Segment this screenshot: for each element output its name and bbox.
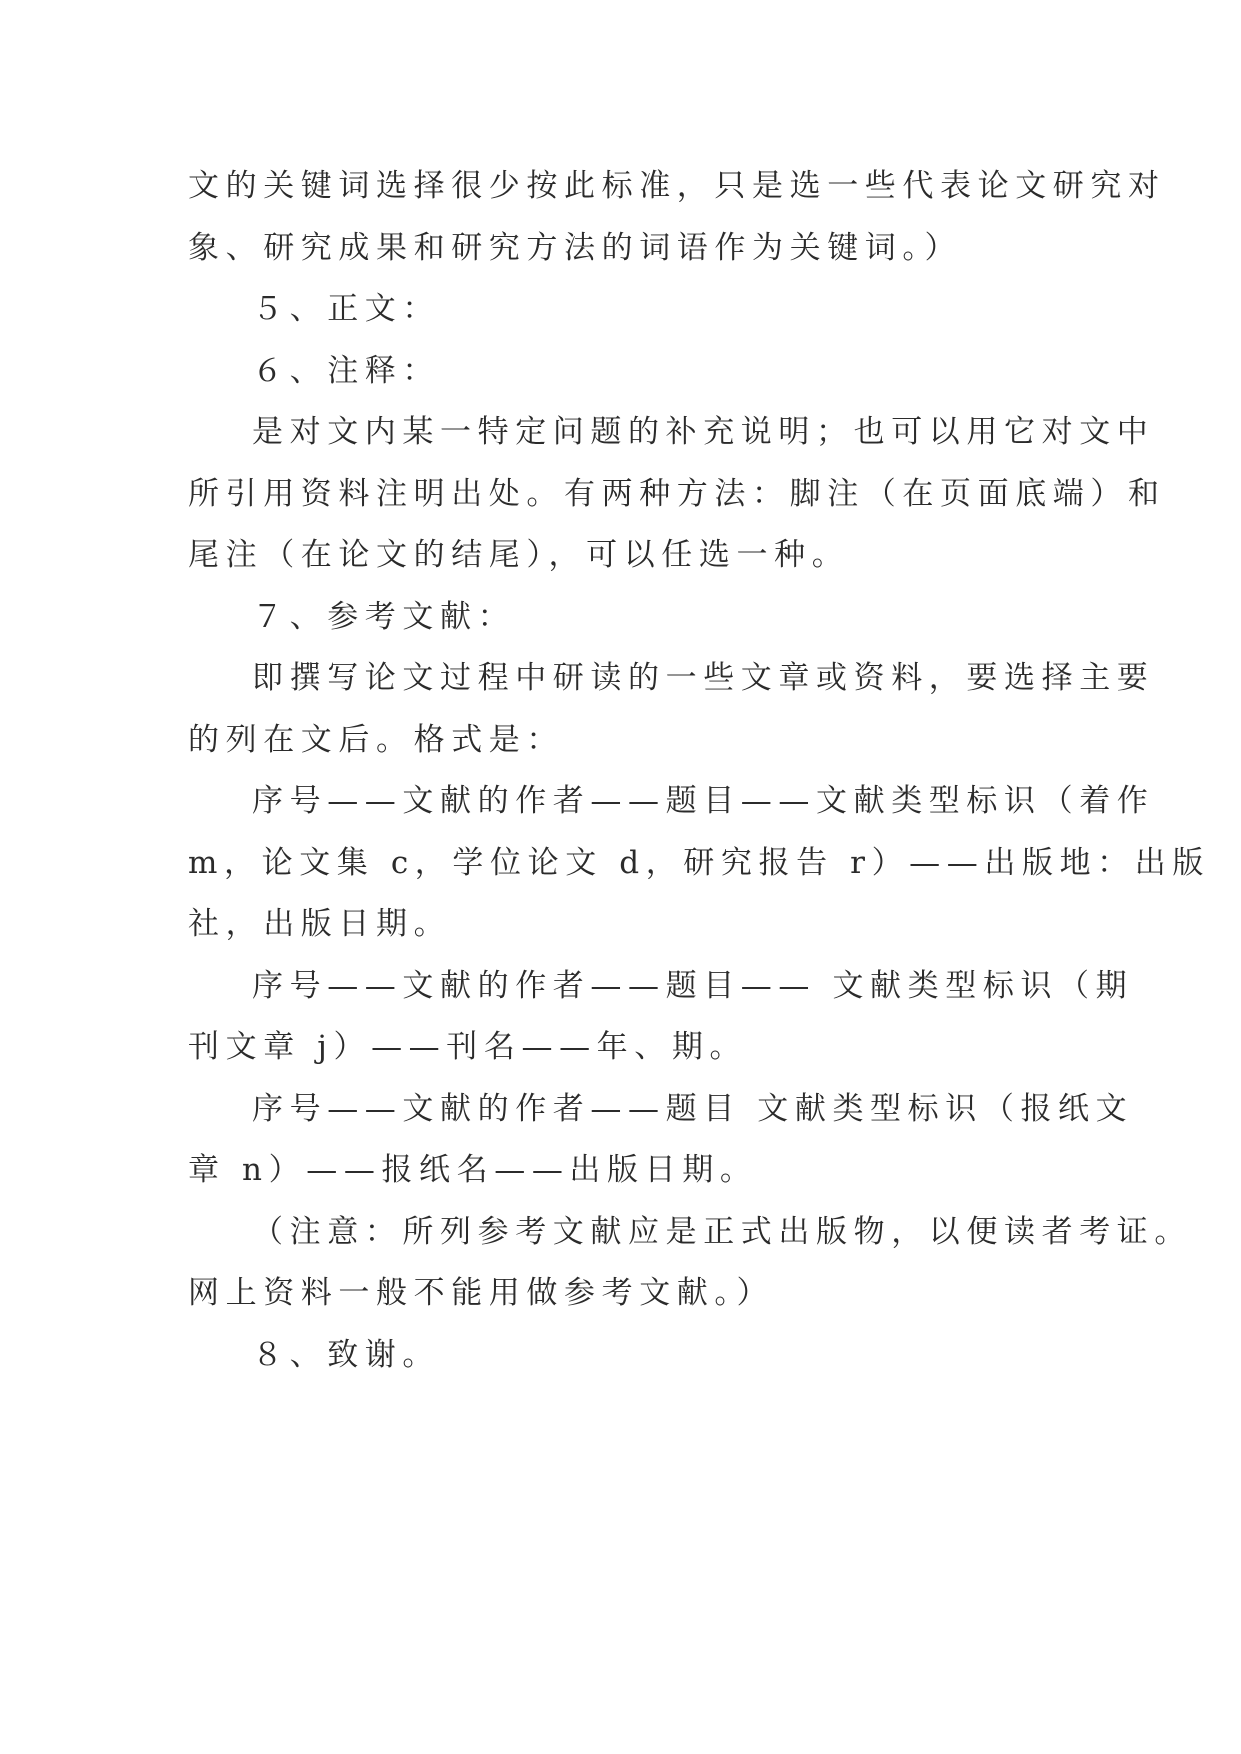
section-heading-notes: ６、注释：	[252, 352, 440, 389]
reference-format-line: 序号——文献的作者——题目——文献类型标识（着作	[252, 783, 1155, 819]
reference-format-line: m，论文集 c，学位论文 d，研究报告 r）——出版地：出版	[188, 844, 1210, 881]
note-line: （注意：所列参考文献应是正式出版物，以便读者考证。	[252, 1213, 1192, 1250]
body-line: 尾注（在论文的结尾），可以任选一种。	[188, 537, 850, 573]
reference-format-line: 序号——文献的作者——题目 文献类型标识（报纸文	[252, 1090, 1134, 1127]
body-line: 的列在文后。格式是：	[188, 721, 564, 758]
reference-format-line: 章 n）——报纸名——出版日期。	[188, 1152, 758, 1188]
body-line: 文的关键词选择很少按此标准，只是选一些代表论文研究对	[188, 168, 1166, 204]
document-body	[188, 156, 1210, 1386]
reference-format-line: 刊文章 j）——刊名——年、期。	[188, 1029, 748, 1065]
reference-format-line: 社，出版日期。	[188, 906, 452, 942]
section-heading-acknowledgement: ８、致谢。	[252, 1336, 440, 1373]
section-heading-references: ７、参考文献：	[252, 598, 516, 635]
body-line: 象、研究成果和研究方法的词语作为关键词。）	[188, 229, 963, 266]
body-line: 是对文内某一特定问题的补充说明；也可以用它对文中	[252, 414, 1155, 450]
body-line: 所引用资料注明出处。有两种方法：脚注（在页面底端）和	[188, 475, 1166, 512]
body-line: 即撰写论文过程中研读的一些文章或资料，要选择主要	[252, 660, 1155, 696]
section-heading-body: ５、正文：	[252, 291, 440, 327]
note-line: 网上资料一般不能用做参考文献。）	[188, 1275, 775, 1311]
reference-format-line: 序号——文献的作者——题目—— 文献类型标识（期	[252, 967, 1134, 1004]
